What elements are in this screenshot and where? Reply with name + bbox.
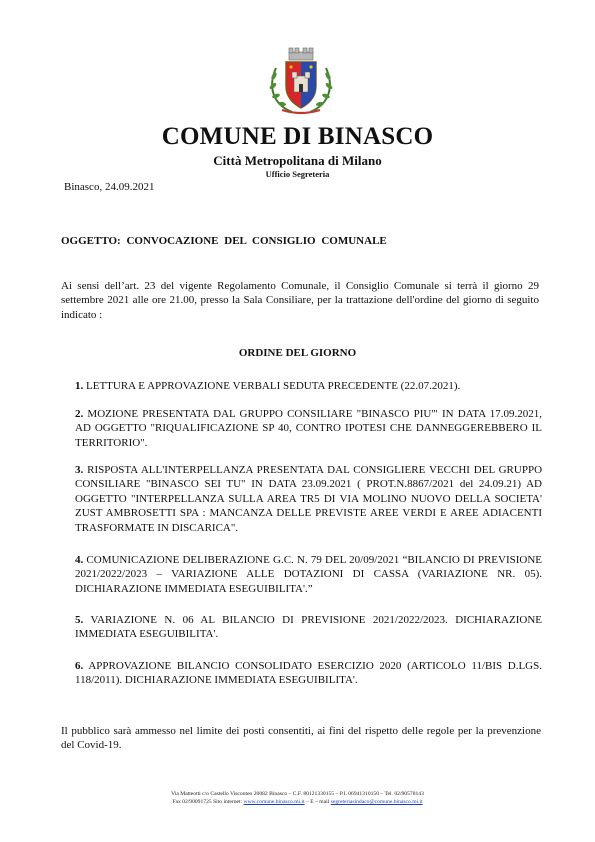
municipality-title: COMUNE DI BINASCO [161, 123, 434, 150]
agenda-item-text: RISPOSTA ALL'INTERPELLANZA PRESENTATA DAL CONSIGLIERE VECCHI DEL GRUPPO CONSILIARE "BINASCO SEI TU" IN DATA 23.09.2021 ( PROT.N.8867/2021 del 24.09.21) AD OGGETTO "INTERPELLANZA SULLA AREA TR5 DI VIA MOLINO NUOVO DELLA SOCIETA' ZUST AMBROSETTI SPA : MANCANZA DELLE PREVISTE AREE VERDI E AREE ADIACENTI TRASFORMATE IN DISCARICA". [75, 464, 543, 534]
footer-separator: – E – mail [304, 799, 331, 805]
agenda-item-text: VARIAZIONE N. 06 AL BILANCIO DI PREVISIONE 2021/2022/2023. DICHIARAZIONE IMMEDIATA ESEGUIBILITA'. [75, 614, 542, 641]
agenda-item-text: MOZIONE PRESENTATA DAL GRUPPO CONSILIARE "BINASCO PIU'" IN DATA 17.09.2021, AD OGGETTO "RIQUALIFICAZIONE SP 40, CONTRO IPOTESI CHE DANNEGGEREBBERO IL TERRITORIO". [75, 408, 542, 449]
agenda-item [75, 379, 542, 393]
municipal-coat-of-arms-icon [262, 46, 340, 116]
intro-paragraph: Ai sensi dell’art. 23 del vigente Regolamento Comunale, il Consiglio Comunale si terrà il giorno 29 settembre 2021 alle ore 21.00, presso la Sala Consiliare, per la trattazione dell'ordine del giorno di seguito indicato : [61, 280, 539, 321]
subject-line: OGGETTO: CONVOCAZIONE DEL CONSIGLIO COMUNALE [61, 235, 387, 247]
footer-address: Via Matteotti c/o Castello Visconteo 20082 Binasco – C.F. 80121330155 – P.I. 06941310150 – Tel. 02/90578143 [171, 791, 424, 797]
agenda-item-number: 3. [75, 464, 84, 476]
agenda-item [75, 407, 542, 450]
agenda-item-number: 1. [75, 380, 84, 392]
office-label: Ufficio Segreteria [265, 169, 330, 179]
email-link[interactable]: segreteriasindaco@comune.binasco.mi.it [330, 799, 423, 805]
agenda-item-text: APPROVAZIONE BILANCIO CONSOLIDATO ESERCIZIO 2020 (ARTICOLO 11/BIS D.LGS. 118/2011). DICHIARAZIONE IMMEDIATA ESEGUIBILITA'. [75, 660, 542, 687]
website-link[interactable]: www.comune.binasco.mi.it [243, 799, 305, 805]
agenda-item [75, 463, 542, 535]
agenda-item-text: COMUNICAZIONE DELIBERAZIONE G.C. N. 79 DEL 20/09/2021 “BILANCIO DI PREVISIONE 2021/2022/2023 – VARIAZIONE ALLE DOTAZIONI DI CASSA (VARIAZIONE NR. 05). DICHIARAZIONE IMMEDIATA ESEGUIBILITA'.” [75, 554, 542, 595]
agenda-item-number: 2. [75, 408, 84, 420]
municipality-subtitle: Città Metropolitana di Milano [213, 153, 382, 168]
agenda-item-number: 5. [75, 614, 84, 626]
agenda-title: ORDINE DEL GIORNO [238, 347, 357, 359]
agenda-item-number: 4. [75, 554, 84, 566]
document-date: Binasco, 24.09.2021 [64, 181, 155, 193]
covid-notice: Il pubblico sarà ammesso nel limite dei posti consentiti, ai fini del rispetto delle regole per la prevenzione del Covid-19. [61, 725, 541, 752]
agenda-item [75, 613, 542, 642]
agenda-item-number: 6. [75, 660, 84, 672]
agenda-item-text: LETTURA E APPROVAZIONE VERBALI SEDUTA PRECEDENTE (22.07.2021). [86, 380, 461, 392]
agenda-item [75, 659, 542, 688]
footer-fax: Fax 02/90091725 Sito internet: [172, 799, 244, 805]
footer-contacts [0, 798, 595, 806]
agenda-item [75, 553, 542, 596]
